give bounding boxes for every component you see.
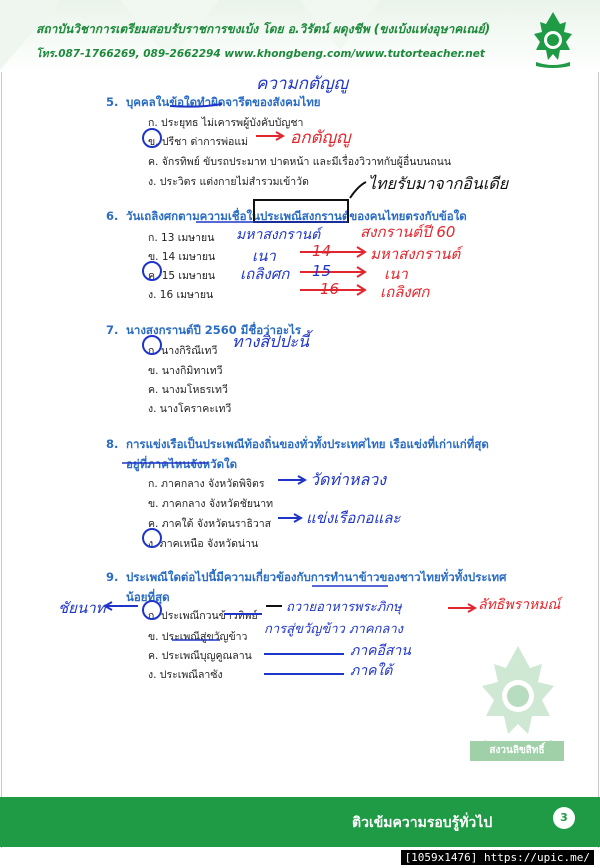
choice-7d[interactable]: ง. นางโคราคะเทวี bbox=[148, 403, 232, 415]
choice-8b[interactable]: ข. ภาคกลาง จังหวัดชัยนาท bbox=[148, 498, 274, 510]
ink-q6-b-num: 14 bbox=[312, 242, 332, 260]
watermark-label: สงวนลิขสิทธิ์ bbox=[470, 741, 564, 761]
ink-q5-top: ความกตัญญู bbox=[256, 74, 348, 94]
choice-8a[interactable]: ก. ภาคกลาง จังหวัดพิจิตร bbox=[148, 478, 265, 490]
footer-text: ติวเข้มความรอบรู้ทั่วไป bbox=[352, 815, 493, 831]
ink-q7-a: ทางสิปปะนี้ bbox=[232, 332, 309, 351]
choice-7c[interactable]: ค. นางมโหธรเทวี bbox=[148, 384, 228, 396]
question-number: 6. bbox=[106, 209, 119, 223]
image-source-label: [1059x1476] https://upic.me/ bbox=[401, 850, 594, 865]
ink-q6-top: ไทยรับมาจากอินเดีย bbox=[368, 174, 509, 193]
ink-q6-d2: เถลิงศก bbox=[380, 283, 430, 301]
ink-q9-a2: ลัทธิพราหมณ์ bbox=[478, 597, 561, 613]
ink-q8-a: วัดท่าหลวง bbox=[310, 470, 387, 489]
ink-q9-d: ภาคใต้ bbox=[350, 663, 393, 679]
choice-9b[interactable]: ข. ประเพณีสู่ขวัญข้าว bbox=[148, 631, 248, 643]
choice-6d[interactable]: ง. 16 เมษายน bbox=[148, 289, 214, 301]
choice-8c[interactable]: ค. ภาคใต้ จังหวัดนราธิวาส bbox=[148, 518, 272, 530]
ink-q6-d-num: 16 bbox=[320, 280, 340, 298]
choice-8d[interactable]: ง. ภาคเหนือ จังหวัดน่าน bbox=[148, 538, 259, 550]
choice-9d[interactable]: ง. ประเพณีลาซัง bbox=[148, 669, 223, 681]
choice-5d[interactable]: ง. ประวิตร แต่งกายไม่สำรวมเข้าวัด bbox=[148, 176, 309, 188]
ink-q6-a2: สงกรานต์ปี 60 bbox=[360, 223, 456, 241]
ink-q6-b: เนา bbox=[252, 247, 276, 265]
question-number: 9. bbox=[106, 570, 119, 584]
question-number: 7. bbox=[106, 323, 119, 337]
choice-5b[interactable]: ข. ปรีชา ด่าการพ่อแม่ bbox=[148, 136, 249, 148]
choice-9c[interactable]: ค. ประเพณีบุญคูณลาน bbox=[148, 650, 252, 662]
choice-6c[interactable]: ค. 15 เมษายน bbox=[148, 270, 216, 282]
question-number: 8. bbox=[106, 437, 119, 451]
question-text: การแข่งเรือเป็นประเพณีท้องถิ่นของทั่วทั้งประเทศไทย เรือแข่งที่เก่าแก่ที่สุด bbox=[126, 437, 489, 451]
choice-6b[interactable]: ข. 14 เมษายน bbox=[148, 251, 216, 263]
choice-5a[interactable]: ก. ประยุทธ ไม่เคารพผู้บังคับบัญชา bbox=[148, 117, 304, 129]
question-8-title-line2: อยู่ที่ภาคไหนจังหวัดใด bbox=[126, 457, 238, 471]
choice-9a[interactable]: ก. ประเพณีกวนข้าวทิพย์ bbox=[148, 610, 258, 622]
question-text: ประเพณีใดต่อไปนี้มีความเกี่ยวข้องกับการทำนาข้าวของชาวไทยทั่วทั้งประเทศ bbox=[126, 570, 507, 584]
ink-q9-side: ชัยนาท bbox=[58, 599, 106, 617]
ink-q6-b2: มหาสงกรานต์ bbox=[370, 245, 461, 263]
page-number: 3 bbox=[553, 807, 575, 829]
ink-q9-a: ถวายอาหารพระภิกษุ bbox=[286, 600, 402, 615]
ink-q8-c: แข่งเรือกอและ bbox=[306, 509, 401, 527]
choice-5c[interactable]: ค. จักรทิพย์ ขับรถประมาท ปาดหน้า และมีเรื่องวิวาทกับผู้อื่นบนถนน bbox=[148, 156, 452, 168]
ink-q6-a: มหาสงกรานต์ bbox=[236, 227, 321, 243]
choice-7a[interactable]: ก. นางกิริณีเทวี bbox=[148, 345, 218, 357]
header-title: สถาบันวิชาการเตรียมสอบรับราชการขงเบ้ง โดย อ.วิรัตน์ ผดุงชีพ (ขงเบ้งแห่งอุษาคเณย์) bbox=[36, 22, 491, 36]
ink-q5-b: อกตัญญู bbox=[290, 128, 351, 148]
choice-6a[interactable]: ก. 13 เมษายน bbox=[148, 232, 215, 244]
question-text: วันเถลิงศกตามความเชื่อในประเพณีสงกรานต์ของคนไทยตรงกับข้อใด bbox=[126, 209, 467, 223]
ink-q9-b: การสู่ขวัญข้าว ภาคกลาง bbox=[264, 622, 404, 637]
question-number: 5. bbox=[106, 95, 119, 109]
ink-q9-c: ภาคอีสาน bbox=[350, 643, 411, 659]
header-contact: โทร.087-1766269, 089-2662294 www.khongbeng.com/www.tutorteacher.net bbox=[36, 48, 485, 60]
question-9-title-line2: น้อยที่สุด bbox=[126, 590, 170, 604]
question-text: นางสงกรานต์ปี 2560 มีชื่อว่าอะไร bbox=[126, 323, 302, 337]
ink-q6-c: เถลิงศก bbox=[240, 265, 290, 283]
ink-q6-c2: เนา bbox=[384, 265, 408, 283]
footer bbox=[0, 797, 600, 847]
question-text: บุคคลในข้อใดทำผิดจารีตของสังคมไทย bbox=[126, 95, 321, 109]
ink-q6-c-num: 15 bbox=[312, 262, 332, 280]
choice-7b[interactable]: ข. นางกิมิทาเทวี bbox=[148, 365, 223, 377]
